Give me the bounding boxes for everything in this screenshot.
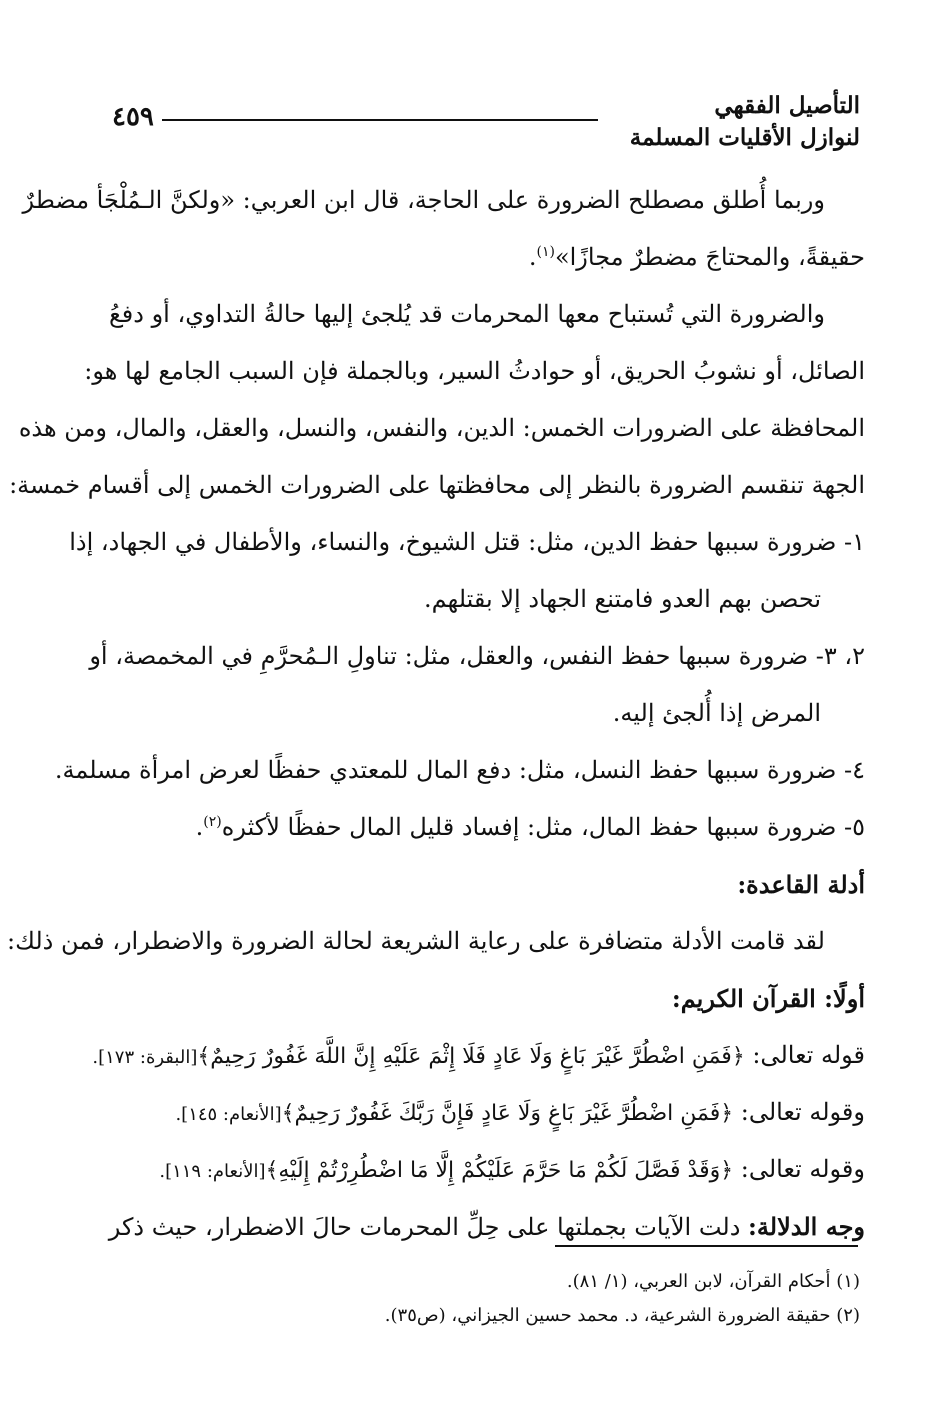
paragraph-3: لقد قامت الأدلة متضافرة على رعاية الشريعة لحالة الضرورة والاضطرار، فمن ذلك: xyxy=(7,927,825,955)
page-number: ٤٥٩ xyxy=(112,102,154,132)
quran-citation-3-ref: [الأنعام: ١١٩]. xyxy=(159,1161,266,1182)
paragraph-1-line-1: وربما أُطلق مصطلح الضرورة على الحاجة، قال ابن العربي: «ولكنَّ الـمُلْجَأ مضطرٌ xyxy=(22,186,825,214)
quran-citation-1 xyxy=(90,1027,865,1084)
main-text xyxy=(7,172,865,1255)
paragraph-2-line-3: المحافظة على الضرورات الخمس: الدين، والنفس، والنسل، والعقل، والمال، ومن هذه xyxy=(18,414,865,442)
header-rule xyxy=(162,119,598,121)
paragraph-1-line-2 xyxy=(90,229,865,286)
quran-citation-2-intro: وقوله تعالى: xyxy=(733,1098,865,1126)
evidence-explanation-text: دلت الآيات بجملتها على حِلِّ المحرمات حالَ الاضطرار، حيث ذكر xyxy=(108,1213,749,1241)
list-item-2-line-2: المرض إذا أُلجئ إليه. xyxy=(612,699,821,727)
running-title-line1: التأصيل الفقهي xyxy=(714,92,860,119)
list-item-1-line-1: ١- ضرورة سببها حفظ الدين، مثل: قتل الشيوخ، والنساء، والأطفال في الجهاد، إذا xyxy=(69,528,865,556)
list-item-5-text: ٥- ضرورة سببها حفظ المال، مثل: إفساد قليل المال حفظًا لأكثره xyxy=(221,813,865,841)
section-heading-evidence: أدلة القاعدة: xyxy=(737,870,865,899)
page-header xyxy=(100,90,860,160)
footnote-ref-2: (٢) xyxy=(203,814,222,830)
quran-citation-1-intro: قوله تعالى: xyxy=(744,1041,865,1069)
quran-verse-1: ﴿فَمَنِ اضْطُرَّ غَيْرَ بَاغٍ وَلَا عَادٍ فَلَا إِثْمَ عَلَيْهِ إِنَّ اللَّهَ غَفُورٌ رَحِيمٌ﴾ xyxy=(197,1044,745,1069)
quran-citation-3 xyxy=(90,1141,865,1198)
running-title xyxy=(630,90,860,154)
list-item-1-line-2: تحصن بهم العدو فامتنع الجهاد إلا بقتلهم. xyxy=(424,585,821,613)
list-item-2-line-1: ٢، ٣- ضرورة سببها حفظ النفس، والعقل، مثل: تناولِ الـمُحرَّمِ في المخمصة، أو xyxy=(89,642,865,670)
quran-citation-1-ref: [البقرة: ١٧٣]. xyxy=(92,1047,198,1068)
subheading-quran: أولًا: القرآن الكريم: xyxy=(671,984,865,1013)
list-item-5-end: . xyxy=(195,813,204,841)
footnote-separator xyxy=(555,1245,858,1247)
list-item-4: ٤- ضرورة سببها حفظ النسل، مثل: دفع المال للمعتدي حفظًا لعرض امرأة مسلمة. xyxy=(54,756,865,784)
footnotes xyxy=(330,1265,860,1333)
paragraph-1-line-2-text: حقيقةً، والمحتاجَ مضطرٌ مجازًا» xyxy=(554,243,865,271)
footnote-ref-1: (١) xyxy=(536,244,555,260)
quran-citation-2 xyxy=(90,1084,865,1141)
list-item-5 xyxy=(90,799,865,856)
paragraph-2-line-1: والضرورة التي تُستباح معها المحرمات قد يُلجئ إليها حالةُ التداوي، أو دفعُ xyxy=(109,300,825,328)
quran-citation-3-intro: وقوله تعالى: xyxy=(733,1155,865,1183)
footnote-1: (١) أحكام القرآن، لابن العربي، (١/ ٨١). xyxy=(566,1271,860,1292)
quran-verse-3: ﴿وَقَدْ فَصَّلَ لَكُمْ مَا حَرَّمَ عَلَيْكُمْ إِلَّا مَا اضْطُرِرْتُمْ إِلَيْهِ﴾ xyxy=(265,1158,734,1183)
footnote-2: (٢) حقيقة الضرورة الشرعية، د. محمد حسين الجيزاني، (ص٣٥). xyxy=(384,1305,860,1326)
quran-verse-2: ﴿فَمَنِ اضْطُرَّ غَيْرَ بَاغٍ وَلَا عَادٍ فَإِنَّ رَبَّكَ غَفُورٌ رَحِيمٌ﴾ xyxy=(281,1101,734,1126)
evidence-explanation-label: وجه الدلالة: xyxy=(748,1212,865,1241)
paragraph-1-end: . xyxy=(528,243,537,271)
paragraph-2-line-4: الجهة تنقسم الضرورة بالنظر إلى محافظتها على الضرورات الخمس إلى أقسام خمسة: xyxy=(9,471,865,499)
running-title-line2: لنوازل الأقليات المسلمة xyxy=(629,124,860,151)
paragraph-2-line-2: الصائل، أو نشوبُ الحريق، أو حوادثُ السير، وبالجملة فإن السبب الجامع لها هو: xyxy=(84,357,865,385)
quran-citation-2-ref: [الأنعام: ١٤٥]. xyxy=(175,1104,282,1125)
